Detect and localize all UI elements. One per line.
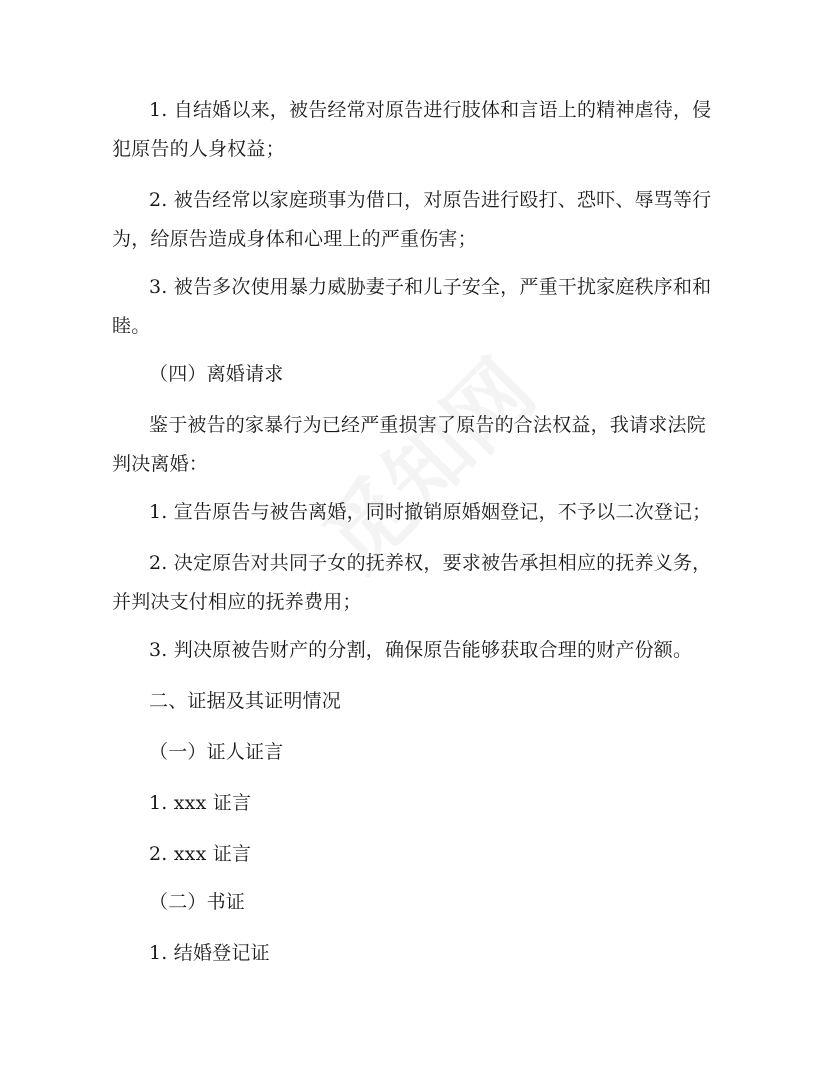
- divorce-request-paragraph-line-2: 判决离婚：: [112, 453, 209, 475]
- section-heading-divorce-request: （四）离婚请求: [149, 363, 284, 385]
- claim-item-3-line-1: 3. 被告多次使用暴力威胁妻子和儿子安全，严重干扰家庭秩序和和: [149, 276, 712, 298]
- claim-item-1-line-2: 犯原告的人身权益；: [112, 138, 285, 160]
- subheading-witness-testimony: （一）证人证言: [149, 741, 284, 763]
- witness-item-1: 1. xxx 证言: [149, 792, 252, 814]
- section-heading-evidence: 二、证据及其证明情况: [149, 690, 342, 712]
- claim-item-2-line-2: 为，给原告造成身体和心理上的严重伤害；: [112, 228, 477, 250]
- subheading-documentary-evidence: （二）书证: [149, 891, 246, 913]
- request-item-3: 3. 判决原被告财产的分割，确保原告能够获取合理的财产份额。: [149, 639, 693, 661]
- witness-item-2: 2. xxx 证言: [149, 843, 252, 865]
- claim-item-2-line-1: 2. 被告经常以家庭琐事为借口，对原告进行殴打、恐吓、辱骂等行: [149, 189, 712, 211]
- documentary-item-1: 1. 结婚登记证: [149, 942, 270, 964]
- claim-item-3-line-2: 睦。: [112, 315, 151, 337]
- request-item-2-line-1: 2. 决定原告对共同子女的抚养权，要求被告承担相应的抚养义务，: [149, 552, 712, 574]
- request-item-2-line-2: 并判决支付相应的抚养费用；: [112, 591, 362, 613]
- request-item-1: 1. 宣告原告与被告离婚，同时撤销原婚姻登记，不予以二次登记；: [149, 501, 712, 523]
- divorce-request-paragraph-line-1: 鉴于被告的家暴行为已经严重损害了原告的合法权益，我请求法院: [149, 414, 706, 436]
- claim-item-1-line-1: 1. 自结婚以来，被告经常对原告进行肢体和言语上的精神虐待，侵: [149, 99, 712, 121]
